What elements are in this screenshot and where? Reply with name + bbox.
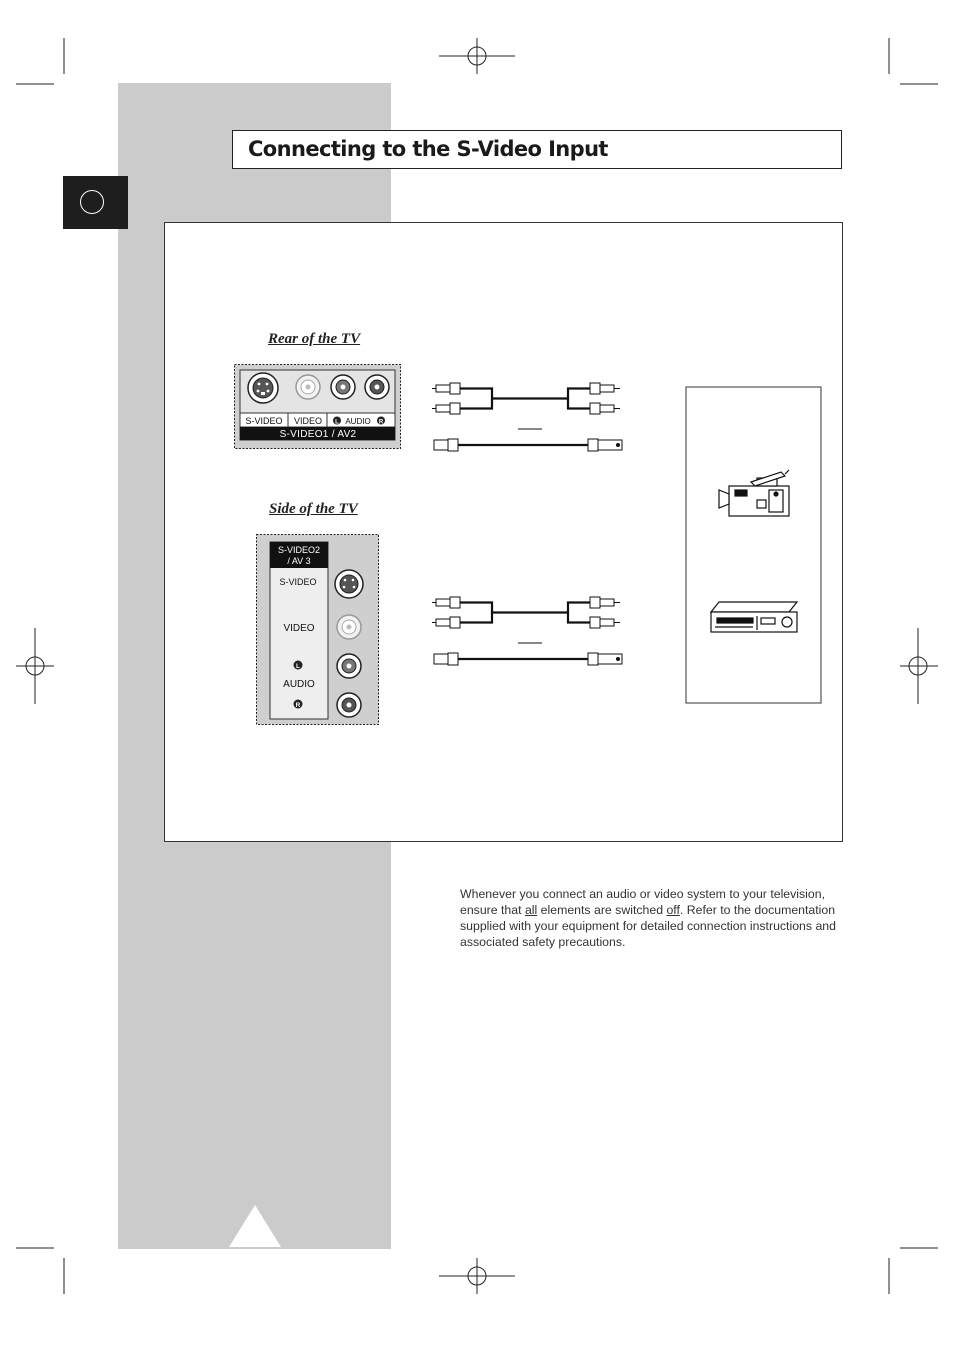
upper-cable-set [430, 378, 630, 458]
external-devices-box [685, 386, 823, 706]
side-audio-left-glyph: L [296, 663, 300, 670]
page-title: Connecting to the S-Video Input [248, 137, 608, 161]
side-group-line1: S-VIDEO2 [277, 545, 321, 555]
side-audio-right-jack-icon [337, 693, 361, 717]
rear-svideo-label: S-VIDEO [245, 416, 283, 426]
side-svideo-jack-icon [335, 570, 363, 598]
notice-part3: . Refer to the documentation supplied with your equipment for detailed connection instructions and associated safety precautions. [460, 903, 836, 949]
notice-part2: elements are switched [537, 903, 667, 917]
side-of-tv-label: Side of the TV [269, 501, 358, 517]
notice-all: all [524, 903, 538, 917]
safety-notice [460, 886, 850, 950]
side-panel [256, 534, 380, 727]
notice-off: off [666, 903, 680, 917]
lower-audio-cable-icon [432, 597, 620, 628]
page-triangle-marker [229, 1205, 281, 1247]
rear-group-label: S-VIDEO1 / AV2 [279, 429, 357, 440]
video-jack-icon [296, 375, 320, 399]
side-group-line2: / AV 3 [287, 556, 311, 566]
rear-audio-left-glyph: L [335, 419, 339, 426]
rear-of-tv-label: Rear of the TV [268, 331, 361, 347]
upper-svideo-cable-icon [434, 439, 622, 451]
lower-svideo-cable-icon [434, 653, 622, 665]
audio-left-jack-icon [331, 375, 355, 399]
lower-cable-set [430, 592, 630, 672]
language-circle-icon [80, 190, 104, 214]
side-video-label: VIDEO [283, 623, 315, 634]
side-video-jack-icon [337, 615, 361, 639]
vcr-icon [711, 602, 797, 632]
rear-panel [234, 364, 402, 450]
notice-part1: Whenever you connect an audio or video system to your television, ensure that [460, 887, 826, 917]
side-audio-label: AUDIO [283, 679, 315, 690]
side-svideo-label: S-VIDEO [279, 577, 317, 587]
side-audio-left-jack-icon [337, 654, 361, 678]
svideo-jack-icon [248, 373, 278, 403]
rear-audio-label: AUDIO [345, 417, 371, 426]
rear-audio-right-glyph: R [378, 419, 384, 426]
upper-audio-cable-icon [432, 383, 620, 414]
audio-right-jack-icon [365, 375, 389, 399]
side-audio-right-glyph: R [295, 702, 301, 709]
rear-video-label: VIDEO [293, 416, 323, 426]
